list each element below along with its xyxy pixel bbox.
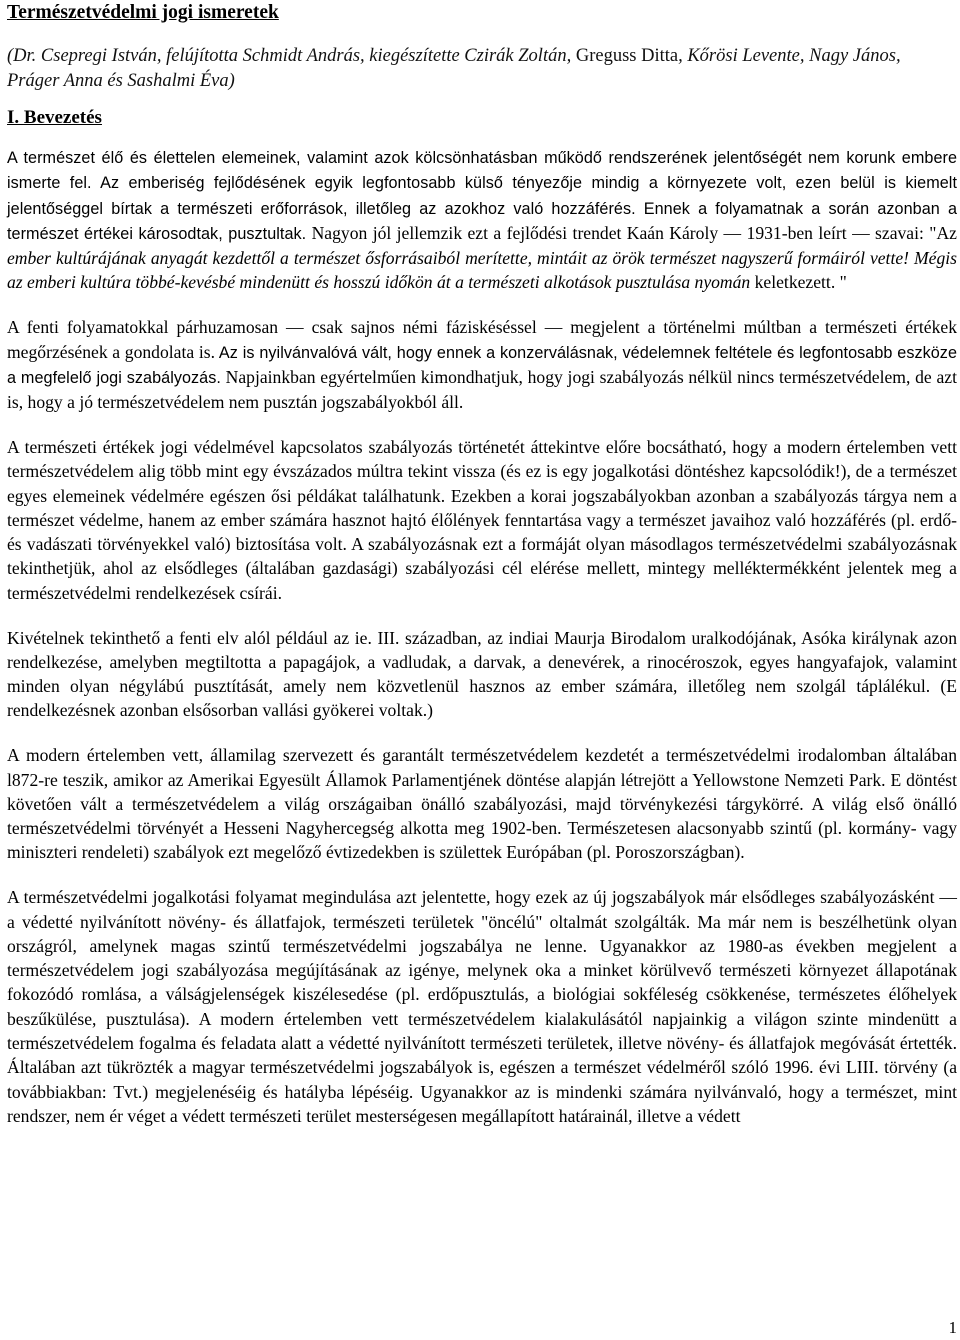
paragraph-segment: Napjainkban egyértelműen kimondhatjuk, hogy jogi szabályozás nélkül nincs természetvédelem, de azt is, hogy a jó természetvédelem nem pusztán jogszabályokból áll.	[7, 366, 957, 413]
paragraph-5: A modern értelemben vett, államilag szervezett és garantált természetvédelem kezdetét a természetvédelmi irodalomban általában l872-re teszik, amikor az Amerikai Egyesült Államok Parlamentjének döntése alapján létrejött a Yellowstone Nemzeti Park. E döntést követően vált a természetvédelem a világ országaiban önálló szabályozási, majd törvénykezési tárgykörré. A világ első önálló természetvédelmi törvényét a Hesseni Nagyhercegség alkotta meg 1902-ben. Természetesen alacsonyabb szintű (pl. kormány- vagy miniszteri rendeleti) szabályok ezt megelőző évtizedekben is születtek Európában (pl. Poroszországban).	[7, 745, 957, 863]
paragraph-segment: A fenti folyamatokkal párhuzamosan ― csak sajnos némi fáziskéséssel ― megjelent a történelmi múltban a természeti értékek megőrzésének a gondolata is.	[7, 317, 957, 362]
author-credits-part: , Kőrösi Levente, Nagy János, Práger Anna és Sashalmi Éva)	[7, 46, 901, 91]
paragraph-segment: A természet élő és élettelen elemeinek, valamint azok kölcsönhatásban működő rendszerének jelentőségét nem korunk embere ismerte fel.	[7, 149, 957, 193]
quote-italic: ember kultúrájának anyagát kezdettől a természet ősforrásaiból merítette, mintáit az örök természet nagyszerű formáiról vette! Mégis az emberi kultúra többé-kevésbé mindenütt és hosszú időkön át a természeti alkotások pusztulása nyomán	[7, 248, 957, 293]
paragraph-segment: Az is nyilvánvalóvá vált, hogy ennek a konzerválásnak, védelemnek feltétele és legfontosabb eszköze a megfelelő jogi szabályozás.	[7, 343, 957, 387]
section-heading: I. Bevezetés	[7, 107, 102, 128]
paragraph-3: A természeti értékek jogi védelmével kapcsolatos szabályozás történetét áttekintve előre bocsátható, hogy a modern értelemben vett természetvédelem alig több mint egy évszázados múltra tekint vissza (és ez is egy jogalkotási döntéshez kapcsolódik!), de a természet egyes elemeinek védelmére egészen ősi példákat találhatunk. Ezekben a korai jogszabályokban azonban a szabályozás tárgya nem a természet védelme, hanem az ember számára hasznot hajtó élőlények fenntartása vagy a természet javaihoz való hozzáférés (pl. erdő- és vadászati törvényekkel való) biztosítása volt. A szabályozásnak ezt a formáját olyan másodlagos természetvédelmi szabályozásnak tekinthetjük, ahol az elsődleges (általában gazdasági) szabályozási cél elérése mellett, mintegy melléktermékként jelentek meg a természetvédelmi rendelkezések csírái.	[7, 436, 957, 603]
paragraph-segment: Az emberiség fejlődésének egyik legfontosabb külső tényezője mindig a környezete volt, ezen belül is kiemelt jelentőséggel bírtak a természeti erőforrások, illetőleg az azokhoz való hozzáférés. Ennek a folyamatnak a során azonban a természet értékei károsodtak, pusztultak.	[7, 174, 957, 243]
paragraph-1	[7, 145, 957, 295]
author-name-plain: Greguss Ditta	[575, 46, 679, 66]
document-page	[7, 0, 957, 1128]
paragraph-segment: keletkezett. "	[750, 272, 847, 293]
paragraph-4: Kivételnek tekinthető a fenti elv alól például az ie. III. században, az indiai Maurja Birodalom uralkodójának, Asóka királynak azon rendelkezése, amelyben megtiltotta a papagájok, a vadludak, a darvak, a denevérek, a rinocéroszok, egyes hangyafajok, valamint minden olyan négylábú pusztítását, amely nem közvetlenül hasznos az ember számára, illetőleg nem szolgál táplálékul. (E rendelkezésnek azonban elsősorban vallási gyökerei voltak.)	[7, 627, 957, 721]
paragraph-6: A természetvédelmi jogalkotási folyamat megindulása azt jelentette, hogy ezek az új jogszabályok már elsődleges szabályozásként ― a védetté nyilvánított növény- és állatfajok, természeti területek "öncélú" oltalmát szolgálták. Ma már nem is beszélhetünk olyan országról, amelynek magas szintű természetvédelmi jogszabálya ne lenne. Ugyanakkor az 1980-as években megjelent a természetvédelem jogi szabályozása megújításának az igénye, melynek oka a minket körülvevő természeti környezet állapotának fokozódó romlása, a válságjelenségek kiszélesedése (pl. erdőpusztulás, a biológiai sokféleség csökkenése, természetes élőhelyek beszűkülése, pusztulása). A modern értelemben vett természetvédelem kialakulásától napjainkig a világon szinte mindenütt a természetvédelem fogalma és feladata alatt a védetté nyilvánított természeti területek, illetve növény- és állatfajok megóvását értették. Általában azt tükrözték a magyar természetvédelmi jogszabályok is, egészen a természet védelméről szóló 1996. évi LIII. törvény (a továbbiakban: Tvt.) megjelenéséig és hatályba lépéséig. Ugyanakkor az is mindenki számára nyilvánvaló, hogy a természet, mint rendszer, nem ér véget a védett természeti terület mesterségesen megállapított határainál, illetve a védett	[7, 887, 957, 1126]
page-number: 1	[948, 1318, 957, 1337]
document-title: Természetvédelmi jogi ismeretek	[7, 2, 279, 23]
author-credits-part: (Dr. Csepregi István, felújította Schmidt András, kiegészítette Czirák Zoltán,	[7, 46, 576, 66]
author-credits	[7, 44, 957, 94]
paragraph-segment: Nagyon jól jellemzik ezt a fejlődési trendet Kaán Károly ― 1931-ben leírt ― szavai: "Az	[306, 222, 957, 243]
paragraph-2	[7, 315, 957, 414]
